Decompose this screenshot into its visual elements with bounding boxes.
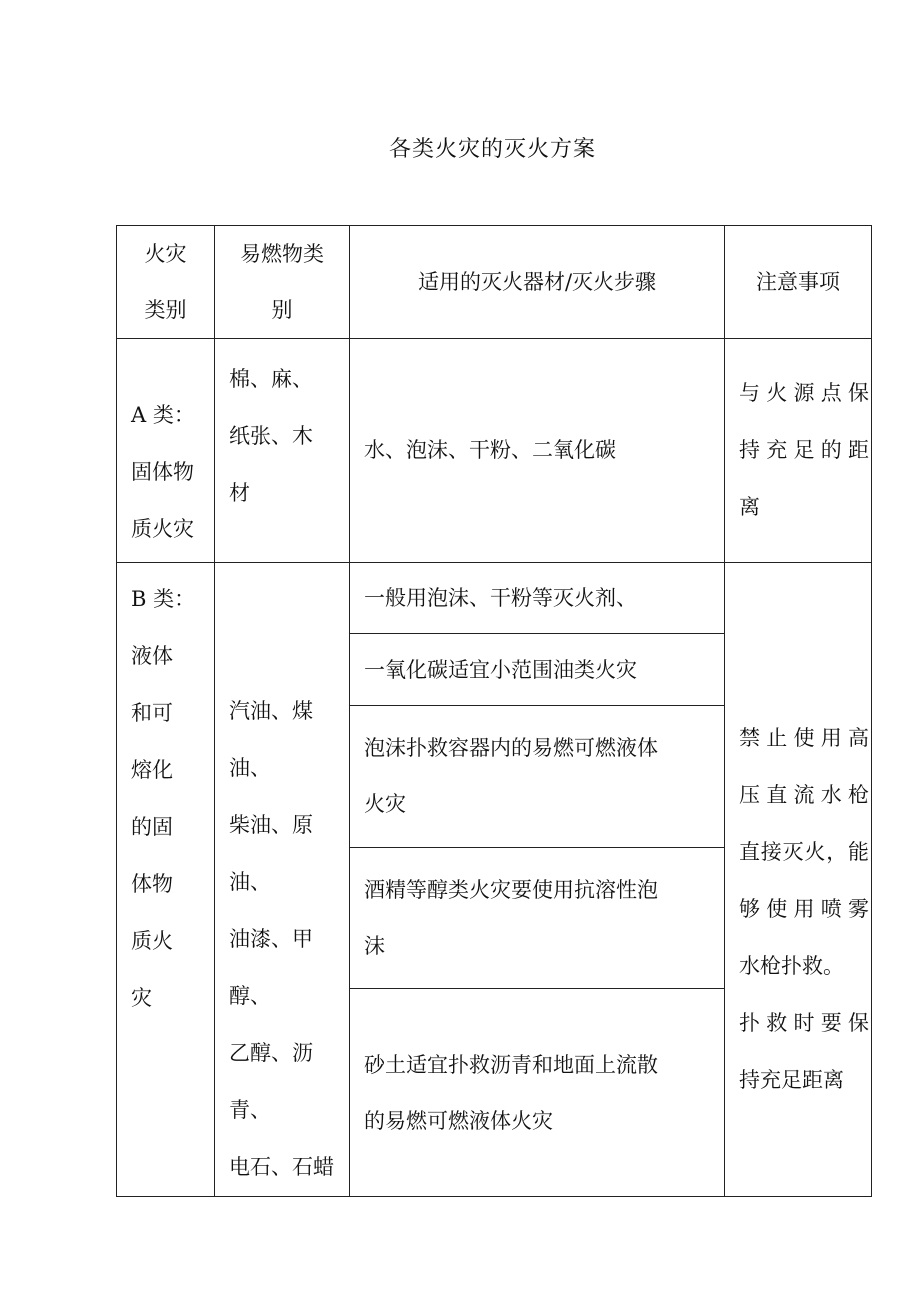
class-b-label-line: 灾 — [131, 986, 152, 1010]
header-flammables-line: 易燃物类 — [240, 242, 324, 266]
step-item — [350, 989, 724, 1196]
class-b-label-line: 体物 — [131, 872, 173, 896]
header-fire-class-line: 火灾 — [144, 242, 187, 266]
class-a-notes-line: 持充足的距 — [739, 438, 869, 462]
class-b-flammables-line: 汽油、煤油、 — [229, 699, 313, 780]
page-title: 各类火灾的灭火方案 — [388, 137, 596, 162]
step-item-line: 砂土适宜扑救沥青和地面上流散 — [364, 1052, 658, 1077]
class-a-flammables-line: 材 — [229, 481, 250, 505]
header-notes: 注意事项 — [725, 226, 872, 339]
class-b-steps-list — [350, 563, 724, 1196]
class-b-notes-line: 压直流水枪 — [739, 783, 869, 807]
step-item: 一般用泡沫、干粉等灭火剂、 — [350, 563, 724, 634]
class-a-label-line: A 类： — [131, 403, 195, 427]
class-b-notes-line: 持充足距离 — [739, 1068, 844, 1092]
step-row — [350, 989, 724, 1196]
class-b-flammables — [215, 563, 350, 1197]
step-item-line: 泡沫扑救容器内的易燃可燃液体 — [364, 736, 658, 761]
step-item — [350, 705, 724, 847]
header-fire-class-line: 类别 — [144, 298, 187, 322]
table-header-row — [117, 226, 872, 339]
class-b-notes-line: 水枪扑救。 — [739, 954, 844, 978]
class-a-flammables-line: 纸张、木 — [229, 424, 313, 448]
step-row — [350, 847, 724, 989]
step-item-line: 的易燃可燃液体火灾 — [364, 1108, 553, 1133]
class-a-equipment: 水、泡沫、干粉、二氧化碳 — [350, 339, 725, 563]
header-flammables — [215, 226, 350, 339]
class-b-label — [117, 563, 215, 1197]
class-b-notes-line: 直接灭火，能 — [739, 840, 869, 864]
step-item: 一氧化碳适宜小范围油类火灾 — [350, 634, 724, 706]
header-fire-class — [117, 226, 215, 339]
class-b-flammables-line: 油漆、甲醇、 — [229, 927, 313, 1008]
class-a-notes — [725, 339, 872, 563]
class-b-label-line: B 类： — [131, 587, 196, 611]
step-row — [350, 705, 724, 847]
class-b-flammables-line: 电石、石蜡 — [229, 1155, 334, 1179]
class-b-flammables-line: 乙醇、沥青、 — [229, 1041, 313, 1122]
class-b-steps — [350, 563, 725, 1197]
class-b-label-line: 的固 — [131, 815, 173, 839]
step-row — [350, 563, 724, 634]
class-a-flammables-line: 棉、麻、 — [229, 367, 313, 391]
step-item-line: 火灾 — [364, 792, 406, 817]
class-b-label-line: 液体 — [131, 644, 173, 668]
class-a-label-line: 固体物 — [131, 460, 194, 484]
class-a-flammables — [215, 339, 350, 563]
class-b-notes-line: 扑救时要保 — [739, 1011, 869, 1035]
step-row — [350, 634, 724, 706]
table-row-class-a — [117, 339, 872, 563]
class-b-flammables-line: 柴油、原油、 — [229, 813, 313, 894]
class-b-label-line: 和可 — [131, 701, 173, 725]
class-a-notes-line: 离 — [739, 495, 760, 519]
class-b-notes — [725, 563, 872, 1197]
class-b-notes-line: 禁止使用高 — [739, 726, 869, 750]
class-a-label-line: 质火灾 — [131, 517, 194, 541]
header-flammables-line: 别 — [271, 298, 293, 322]
fire-plan-table — [116, 225, 872, 1197]
class-a-notes-line: 与火源点保 — [739, 381, 869, 405]
step-item — [350, 847, 724, 989]
class-b-label-line: 熔化 — [131, 758, 173, 782]
step-item-line: 酒精等醇类火灾要使用抗溶性泡 — [364, 878, 658, 903]
step-item-line: 沫 — [364, 934, 385, 959]
header-equipment: 适用的灭火器材/灭火步骤 — [350, 226, 725, 339]
class-b-notes-line: 够使用喷雾 — [739, 897, 869, 921]
class-a-label — [117, 339, 215, 563]
table-row-class-b — [117, 563, 872, 1197]
class-b-label-line: 质火 — [131, 929, 173, 953]
